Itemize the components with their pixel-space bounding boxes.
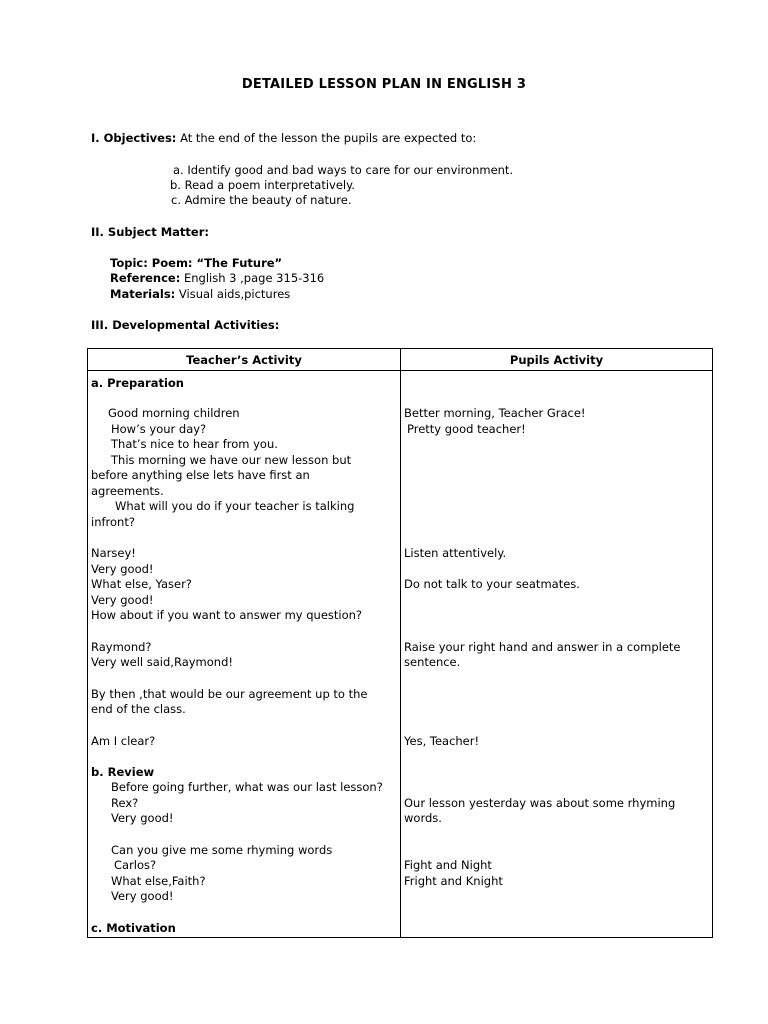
teacher-line: Carlos? bbox=[114, 858, 157, 872]
pupil-line: Raise your right hand and answer in a complete bbox=[404, 640, 681, 654]
teacher-line: By then ,that would be our agreement up to the bbox=[91, 687, 368, 701]
pupil-line: Fight and Night bbox=[404, 858, 492, 872]
teacher-line: Am I clear? bbox=[91, 734, 156, 748]
objectives-intro: At the end of the lesson the pupils are expected to: bbox=[180, 131, 477, 145]
document-title: DETAILED LESSON PLAN IN ENGLISH 3 bbox=[241, 77, 527, 92]
teacher-line: Very good! bbox=[111, 889, 174, 903]
teacher-line: agreements. bbox=[91, 484, 164, 498]
teacher-line: Raymond? bbox=[91, 640, 152, 654]
header-divider bbox=[88, 370, 712, 371]
pupil-line: Pretty good teacher! bbox=[407, 422, 526, 436]
teacher-line: Very good! bbox=[111, 811, 174, 825]
pupils-activity-header: Pupils Activity bbox=[509, 353, 604, 367]
materials-value: Visual aids,pictures bbox=[178, 287, 291, 301]
teacher-activity-header: Teacher’s Activity bbox=[186, 353, 302, 367]
objective-item: c. Admire the beauty of nature. bbox=[171, 193, 352, 207]
teacher-line: This morning we have our new lesson but bbox=[111, 453, 352, 467]
teacher-line: before anything else lets have first an bbox=[91, 468, 310, 482]
teacher-line: Very well said,Raymond! bbox=[91, 655, 233, 669]
teacher-line: Very good! bbox=[91, 562, 154, 576]
pupil-line: Yes, Teacher! bbox=[404, 734, 480, 748]
objectives-label: I. Objectives: bbox=[91, 131, 177, 145]
objective-item: b. Read a poem interpretatively. bbox=[170, 178, 355, 192]
reference-value: English 3 ,page 315-316 bbox=[184, 271, 325, 285]
teacher-line: Good morning children bbox=[108, 406, 240, 420]
pupil-line: Our lesson yesterday was about some rhyming bbox=[404, 796, 676, 810]
column-divider bbox=[400, 349, 401, 937]
activities-table bbox=[87, 348, 713, 938]
teacher-line: Very good! bbox=[91, 593, 154, 607]
teacher-line: How’s your day? bbox=[111, 422, 207, 436]
materials-line bbox=[110, 287, 290, 302]
activities-label: III. Developmental Activities: bbox=[91, 318, 280, 332]
pupil-line: Better morning, Teacher Grace! bbox=[404, 406, 586, 420]
teacher-line: Can you give me some rhyming words bbox=[111, 843, 333, 857]
teacher-line: What will you do if your teacher is talking bbox=[115, 499, 355, 513]
objectives-line bbox=[91, 131, 476, 146]
teacher-line: end of the class. bbox=[91, 702, 186, 716]
pupil-line: words. bbox=[404, 811, 442, 825]
pupil-line: Fright and Knight bbox=[404, 874, 503, 888]
teacher-line: Narsey! bbox=[91, 546, 136, 560]
objective-item: a. Identify good and bad ways to care for our environment. bbox=[173, 163, 514, 177]
materials-label: Materials: bbox=[110, 287, 176, 301]
subject-matter-label: II. Subject Matter: bbox=[91, 225, 209, 239]
teacher-line: infront? bbox=[91, 515, 135, 529]
teacher-line: a. Preparation bbox=[91, 376, 184, 390]
teacher-line: How about if you want to answer my question? bbox=[91, 608, 363, 622]
reference-label: Reference: bbox=[110, 271, 181, 285]
topic-line: Topic: Poem: “The Future” bbox=[110, 256, 283, 270]
teacher-line: What else,Faith? bbox=[111, 874, 206, 888]
teacher-line: That’s nice to hear from you. bbox=[111, 437, 278, 451]
pupil-line: Do not talk to your seatmates. bbox=[404, 577, 580, 591]
teacher-line: b. Review bbox=[91, 765, 155, 779]
pupil-line: Listen attentively. bbox=[404, 546, 507, 560]
teacher-line: Before going further, what was our last lesson? bbox=[111, 780, 383, 794]
teacher-line: c. Motivation bbox=[91, 921, 176, 935]
teacher-line: What else, Yaser? bbox=[91, 577, 192, 591]
pupil-line: sentence. bbox=[404, 655, 461, 669]
teacher-line: Rex? bbox=[111, 796, 139, 810]
reference-line bbox=[110, 271, 324, 286]
